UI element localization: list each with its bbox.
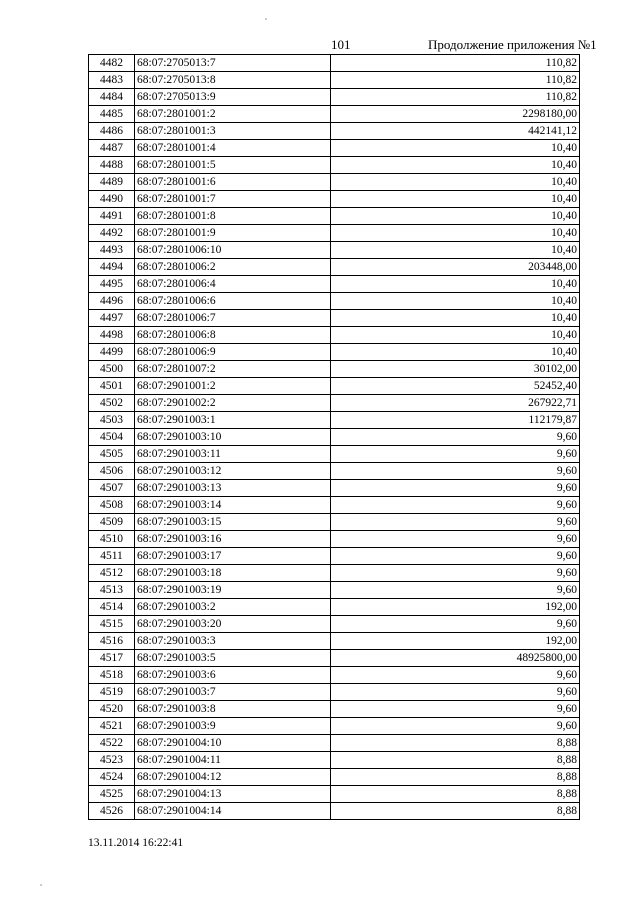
cadastral-number: 68:07:2901004:12	[135, 769, 331, 786]
cadastral-value: 9,60	[331, 718, 580, 735]
cadastral-value: 10,40	[331, 327, 580, 344]
row-number: 4501	[89, 378, 135, 395]
row-number: 4520	[89, 701, 135, 718]
cadastral-value: 192,00	[331, 633, 580, 650]
cadastral-value: 9,60	[331, 463, 580, 480]
cadastral-value: 9,60	[331, 667, 580, 684]
row-number: 4504	[89, 429, 135, 446]
cadastral-number: 68:07:2801001:6	[135, 174, 331, 191]
cadastral-value: 8,88	[331, 769, 580, 786]
row-number: 4507	[89, 480, 135, 497]
table-row	[89, 106, 580, 123]
cadastral-value: 9,60	[331, 701, 580, 718]
table-row	[89, 480, 580, 497]
row-number: 4500	[89, 361, 135, 378]
row-number: 4497	[89, 310, 135, 327]
row-number: 4488	[89, 157, 135, 174]
table-row	[89, 259, 580, 276]
table-row	[89, 565, 580, 582]
table-row	[89, 769, 580, 786]
cadastral-number: 68:07:2901003:8	[135, 701, 331, 718]
cadastral-value: 10,40	[331, 310, 580, 327]
row-number: 4522	[89, 735, 135, 752]
row-number: 4526	[89, 803, 135, 820]
cadastral-value: 9,60	[331, 497, 580, 514]
table-row	[89, 429, 580, 446]
cadastral-value: 8,88	[331, 803, 580, 820]
table-row	[89, 276, 580, 293]
cadastral-number: 68:07:2901003:12	[135, 463, 331, 480]
cadastral-number: 68:07:2801006:7	[135, 310, 331, 327]
table-row	[89, 310, 580, 327]
table-row	[89, 531, 580, 548]
table-row	[89, 208, 580, 225]
table-row	[89, 89, 580, 106]
cadastral-number: 68:07:2901003:2	[135, 599, 331, 616]
table-row	[89, 191, 580, 208]
cadastral-number: 68:07:2901003:18	[135, 565, 331, 582]
row-number: 4482	[89, 55, 135, 72]
table-row	[89, 72, 580, 89]
cadastral-number: 68:07:2901003:19	[135, 582, 331, 599]
scan-speck	[40, 884, 42, 886]
row-number: 4490	[89, 191, 135, 208]
row-number: 4516	[89, 633, 135, 650]
row-number: 4510	[89, 531, 135, 548]
table-row	[89, 140, 580, 157]
row-number: 4505	[89, 446, 135, 463]
cadastral-number: 68:07:2801007:2	[135, 361, 331, 378]
row-number: 4484	[89, 89, 135, 106]
cadastral-number: 68:07:2705013:7	[135, 55, 331, 72]
cadastral-value: 110,82	[331, 72, 580, 89]
cadastral-number: 68:07:2901003:14	[135, 497, 331, 514]
cadastral-number: 68:07:2901003:10	[135, 429, 331, 446]
row-number: 4499	[89, 344, 135, 361]
cadastral-number: 68:07:2901004:14	[135, 803, 331, 820]
row-number: 4483	[89, 72, 135, 89]
cadastral-number: 68:07:2901003:7	[135, 684, 331, 701]
table-row	[89, 225, 580, 242]
cadastral-number: 68:07:2801006:4	[135, 276, 331, 293]
table-row	[89, 327, 580, 344]
table-row	[89, 803, 580, 820]
cadastral-value: 9,60	[331, 684, 580, 701]
cadastral-value: 10,40	[331, 276, 580, 293]
cadastral-number: 68:07:2801006:10	[135, 242, 331, 259]
cadastral-number: 68:07:2801001:5	[135, 157, 331, 174]
table-row	[89, 514, 580, 531]
cadastral-value: 442141,12	[331, 123, 580, 140]
cadastral-number: 68:07:2901002:2	[135, 395, 331, 412]
cadastral-value: 10,40	[331, 344, 580, 361]
table-row	[89, 344, 580, 361]
cadastral-value: 48925800,00	[331, 650, 580, 667]
table-row	[89, 446, 580, 463]
table-row	[89, 616, 580, 633]
row-number: 4492	[89, 225, 135, 242]
table-row	[89, 684, 580, 701]
cadastral-value: 8,88	[331, 735, 580, 752]
page-number: 101	[331, 37, 351, 52]
cadastral-number: 68:07:2901003:1	[135, 412, 331, 429]
table-row	[89, 650, 580, 667]
cadastral-value: 10,40	[331, 208, 580, 225]
cadastral-number: 68:07:2801006:6	[135, 293, 331, 310]
row-number: 4487	[89, 140, 135, 157]
cadastral-number: 68:07:2901003:5	[135, 650, 331, 667]
row-number: 4521	[89, 718, 135, 735]
cadastral-value: 9,60	[331, 514, 580, 531]
cadastral-value: 30102,00	[331, 361, 580, 378]
cadastral-value: 110,82	[331, 55, 580, 72]
cadastral-number: 68:07:2901003:17	[135, 548, 331, 565]
cadastral-number: 68:07:2801001:8	[135, 208, 331, 225]
row-number: 4486	[89, 123, 135, 140]
row-number: 4514	[89, 599, 135, 616]
row-number: 4494	[89, 259, 135, 276]
registry-table	[88, 54, 580, 820]
row-number: 4498	[89, 327, 135, 344]
cadastral-value: 8,88	[331, 786, 580, 803]
cadastral-number: 68:07:2901003:15	[135, 514, 331, 531]
table-row	[89, 582, 580, 599]
cadastral-value: 52452,40	[331, 378, 580, 395]
cadastral-value: 10,40	[331, 174, 580, 191]
row-number: 4524	[89, 769, 135, 786]
row-number: 4509	[89, 514, 135, 531]
cadastral-value: 112179,87	[331, 412, 580, 429]
table-row	[89, 497, 580, 514]
cadastral-value: 9,60	[331, 616, 580, 633]
cadastral-value: 9,60	[331, 480, 580, 497]
table-row	[89, 395, 580, 412]
table-row	[89, 55, 580, 72]
cadastral-number: 68:07:2801006:2	[135, 259, 331, 276]
row-number: 4506	[89, 463, 135, 480]
cadastral-value: 267922,71	[331, 395, 580, 412]
table-row	[89, 157, 580, 174]
cadastral-value: 9,60	[331, 429, 580, 446]
cadastral-number: 68:07:2705013:9	[135, 89, 331, 106]
cadastral-value: 203448,00	[331, 259, 580, 276]
cadastral-number: 68:07:2901004:10	[135, 735, 331, 752]
cadastral-value: 10,40	[331, 225, 580, 242]
cadastral-value: 10,40	[331, 293, 580, 310]
continuation-heading: Продолжение приложения №1	[428, 37, 597, 52]
cadastral-number: 68:07:2901004:11	[135, 752, 331, 769]
cadastral-number: 68:07:2801006:9	[135, 344, 331, 361]
cadastral-number: 68:07:2801006:8	[135, 327, 331, 344]
row-number: 4489	[89, 174, 135, 191]
table-row	[89, 412, 580, 429]
cadastral-number: 68:07:2901003:6	[135, 667, 331, 684]
cadastral-value: 9,60	[331, 582, 580, 599]
row-number: 4515	[89, 616, 135, 633]
cadastral-value: 9,60	[331, 565, 580, 582]
cadastral-value: 9,60	[331, 446, 580, 463]
cadastral-number: 68:07:2901003:3	[135, 633, 331, 650]
table-row	[89, 752, 580, 769]
cadastral-value: 10,40	[331, 140, 580, 157]
cadastral-value: 10,40	[331, 157, 580, 174]
row-number: 4502	[89, 395, 135, 412]
cadastral-number: 68:07:2901004:13	[135, 786, 331, 803]
cadastral-value: 10,40	[331, 191, 580, 208]
row-number: 4491	[89, 208, 135, 225]
cadastral-number: 68:07:2901003:11	[135, 446, 331, 463]
row-number: 4511	[89, 548, 135, 565]
table-row	[89, 123, 580, 140]
cadastral-number: 68:07:2705013:8	[135, 72, 331, 89]
row-number: 4525	[89, 786, 135, 803]
cadastral-number: 68:07:2801001:2	[135, 106, 331, 123]
row-number: 4485	[89, 106, 135, 123]
table-row	[89, 293, 580, 310]
row-number: 4495	[89, 276, 135, 293]
scan-speck	[265, 18, 267, 20]
cadastral-value: 9,60	[331, 531, 580, 548]
table-row	[89, 463, 580, 480]
cadastral-number: 68:07:2901003:16	[135, 531, 331, 548]
table-row	[89, 735, 580, 752]
row-number: 4523	[89, 752, 135, 769]
table-row	[89, 786, 580, 803]
table-row	[89, 174, 580, 191]
row-number: 4496	[89, 293, 135, 310]
cadastral-value: 192,00	[331, 599, 580, 616]
cadastral-number: 68:07:2901003:9	[135, 718, 331, 735]
table-body	[89, 55, 580, 820]
cadastral-number: 68:07:2901001:2	[135, 378, 331, 395]
cadastral-value: 9,60	[331, 548, 580, 565]
table-row	[89, 701, 580, 718]
row-number: 4513	[89, 582, 135, 599]
row-number: 4493	[89, 242, 135, 259]
table-row	[89, 633, 580, 650]
row-number: 4518	[89, 667, 135, 684]
table-row	[89, 378, 580, 395]
cadastral-number: 68:07:2801001:7	[135, 191, 331, 208]
cadastral-number: 68:07:2901003:13	[135, 480, 331, 497]
cadastral-value: 110,82	[331, 89, 580, 106]
table-row	[89, 242, 580, 259]
cadastral-value: 2298180,00	[331, 106, 580, 123]
cadastral-number: 68:07:2801001:3	[135, 123, 331, 140]
table-row	[89, 667, 580, 684]
cadastral-number: 68:07:2801001:4	[135, 140, 331, 157]
print-timestamp: 13.11.2014 16:22:41	[88, 837, 184, 849]
cadastral-value: 10,40	[331, 242, 580, 259]
row-number: 4519	[89, 684, 135, 701]
cadastral-value: 8,88	[331, 752, 580, 769]
row-number: 4517	[89, 650, 135, 667]
row-number: 4503	[89, 412, 135, 429]
table-row	[89, 599, 580, 616]
cadastral-number: 68:07:2801001:9	[135, 225, 331, 242]
table-row	[89, 548, 580, 565]
row-number: 4508	[89, 497, 135, 514]
row-number: 4512	[89, 565, 135, 582]
table-row	[89, 361, 580, 378]
cadastral-number: 68:07:2901003:20	[135, 616, 331, 633]
table-row	[89, 718, 580, 735]
